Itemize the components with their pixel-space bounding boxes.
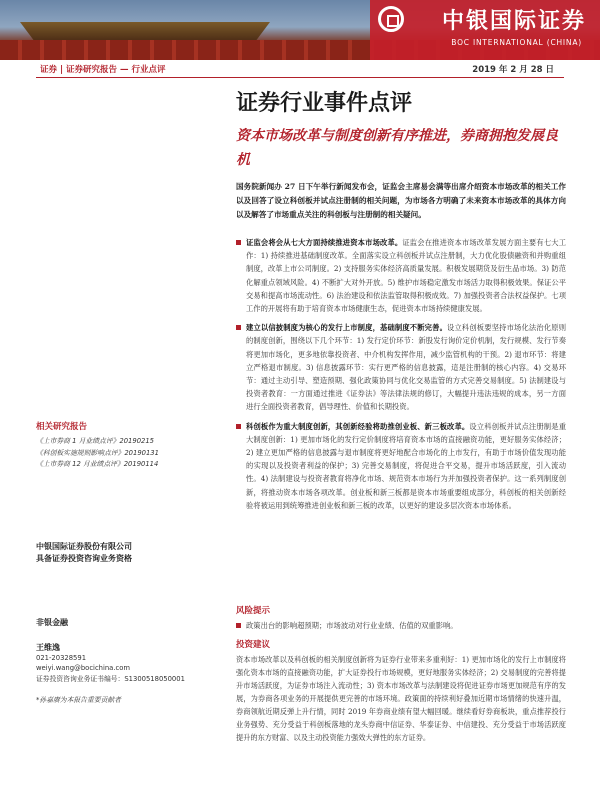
report-subtitle: 资本市场改革与制度创新有序推进，券商拥抱发展良机 [236,128,558,168]
analyst-cert: 证券投资咨询业务证书编号：S1300518050001 [36,674,185,683]
key-point [236,420,566,512]
key-point-body: 设立科创板要坚持市场化法治化原则的制度创新，围绕以下几个环节：1) 发行定价环节：新股发行询价定价机制，发行规模、发行节奏将更加市场化，更多地依靠投资者、中介机构发挥作用，减少监管机构的干预。2) 退市环节：将建立严格退市制度。3) 信息披露环节：实行更严格的信息披露，這是注册制的核心内容。4) 交易环节：通过主动引导、塑造预期、强化政策协同与优化交易监管的方式完善交易制度。5) 法制建设与投资者教育：一方面通过推进《证券法》等法律法规的修订，大幅提升违法违规的成本，另一方面进行全面投资者教育，倡导理性、价值和长期投资。 [246,323,567,412]
org-info [36,541,226,565]
key-point-lead: 证监会将会从七大方面持续推进资本市场改革。 [246,238,403,247]
advice-section [236,634,566,744]
sidebar [36,420,226,704]
brand-name-cn: 中银国际证券 [441,9,586,34]
analyst-phone: 021-20328591 [36,653,87,662]
advice-text: 资本市场改革以及科创板的相关制度创新将为证券行业带来多重利好：1) 更加市场化的发行上市制度将强化资本市场的直接融资功能，扩大证券投行市场规模，更好地服务实体经济；2) 交易制度的完善将提升市场活跃度，为证券市场注入流动性；3) 资本市场改革与法制建设将促进证券市场更加规范有序的发展，为券商各项业务的开展提供更完善的市场环境。政策面的持续利好叠加近期市场情绪的快速升温，券商领航近期反弹上升行情，同时 2019 年券商业绩有望大幅回暖。继续看好券商板块，重点推荐投行业务强势、充分受益于科创板落地的龙头券商中信证券、华泰证券、中信建投、充分受益于市场活跃度提升的东方财富、以及主动投资能力强效大弹性的东方证券。 [236,655,566,742]
report-date: 2019 年 2 月 28 日 [472,65,554,75]
org-name: 中银国际证券股份有限公司 [36,541,132,551]
bullet-square-icon [236,623,241,628]
key-point-lead: 建立以信披制度为核心的发行上市制度，基础制度不断完善。 [246,323,448,333]
related-report-link[interactable]: 《科创板实施规则影响点评》20190131 [36,448,159,457]
brand-name-en: BOC INTERNATIONAL (CHINA) [451,38,582,47]
contributor-note: *孙嘉赓为本报告重要贡献者 [36,696,121,704]
palace-roof-graphic [20,22,270,42]
key-point-lead: 科创板作为重大制度创新，其创新经验将助推创业板、新三板改革。 [246,421,470,431]
org-license: 具备证券投资咨询业务资格 [36,553,132,563]
key-point [236,321,566,413]
key-point [236,236,566,315]
boc-logo-icon [378,6,404,32]
risk-item [236,619,566,632]
lead-paragraph: 国务院新闻办 27 日下午举行新闻发布会，证监会主席易会满等出席介绍资本市场改革的相关工作以及回答了设立科创板并试点注册制的相关问题，为市场各方明确了未来资本市场改革的具体方向以及解答了市场重点关注的科创板与注册制的相关疑问。 [236,182,566,219]
advice-heading: 投资建议 [236,640,271,650]
risk-item-text: 政策出台的影响超预期；市场波动对行业业绩、估值的双重影响。 [246,621,458,630]
analyst-email[interactable]: weiyi.wang@bocichina.com [36,664,131,672]
bullet-square-icon [236,240,241,245]
report-meta-bar [36,60,564,78]
related-report-link[interactable]: 《上市券商 1 月业绩点评》20190215 [36,437,155,445]
related-report-link[interactable]: 《上市券商 12 月业绩点评》20190114 [36,460,159,468]
bullet-square-icon [236,325,241,330]
brand-logo-area [370,0,600,60]
header-banner [0,0,600,60]
key-point-body: 证监会在推进资本市场改革发展方面主要有七大工作：1) 持续推进基础制度改革。全面落实设立科创板并试点注册制，大力优化股债融资和并购重组制度，改革上市公司制度。2) 支持服务实体经济高质量发展。积极发展期货及衍生品市场。3) 防范化解重点领域风险。4) 不断扩大对外开放。5) 维护市场稳定激发市场活力取得积极效果。保证公平交易和提高市场流动性。6) 法治建设和依法监管取得积极成效。7) 加强投资者合法权益保护。七项工作的开展将有助于培育资本市场健康生态，促进资本市场持续健康发展。 [246,238,567,314]
related-reports-heading: 相关研究报告 [36,422,88,432]
bullet-square-icon [236,424,241,429]
report-title: 证券行业事件点评 [236,90,413,116]
risk-section [236,600,566,636]
team-name: 非银金融 [36,617,68,627]
risk-heading: 风险提示 [236,606,271,616]
key-points [236,236,566,518]
key-point-body: 设立科创板并试点注册制是重大制度创新：1) 更加市场化的发行定价制度将培育资本市场的直接融资功能，更好服务实体经济；2) 建立更加严格的信息披露与退市制度将更好地配合市场化的上市发行，有助于市场价值发现功能的实现以及投资者利益的保护；3) 完善交易制度，将促进合平交易，提升市场活跃度，引入流动性。4) 法制建设与投资者教育将净化市场、规范资本市场行为并加强投资者保护。这一系列制度创新，将推动资本市场各项改革。创业板和新三板都是资本市场重要组成部分，科创板的相关创新经验将被运用到统筹推进创业板和新三板的改革，以更好的建设多层次资本市场体系。 [246,421,566,510]
report-category: 证券 | 证券研究报告 — 行业点评 [40,65,166,75]
analyst-name: 王维逸 [36,642,60,652]
